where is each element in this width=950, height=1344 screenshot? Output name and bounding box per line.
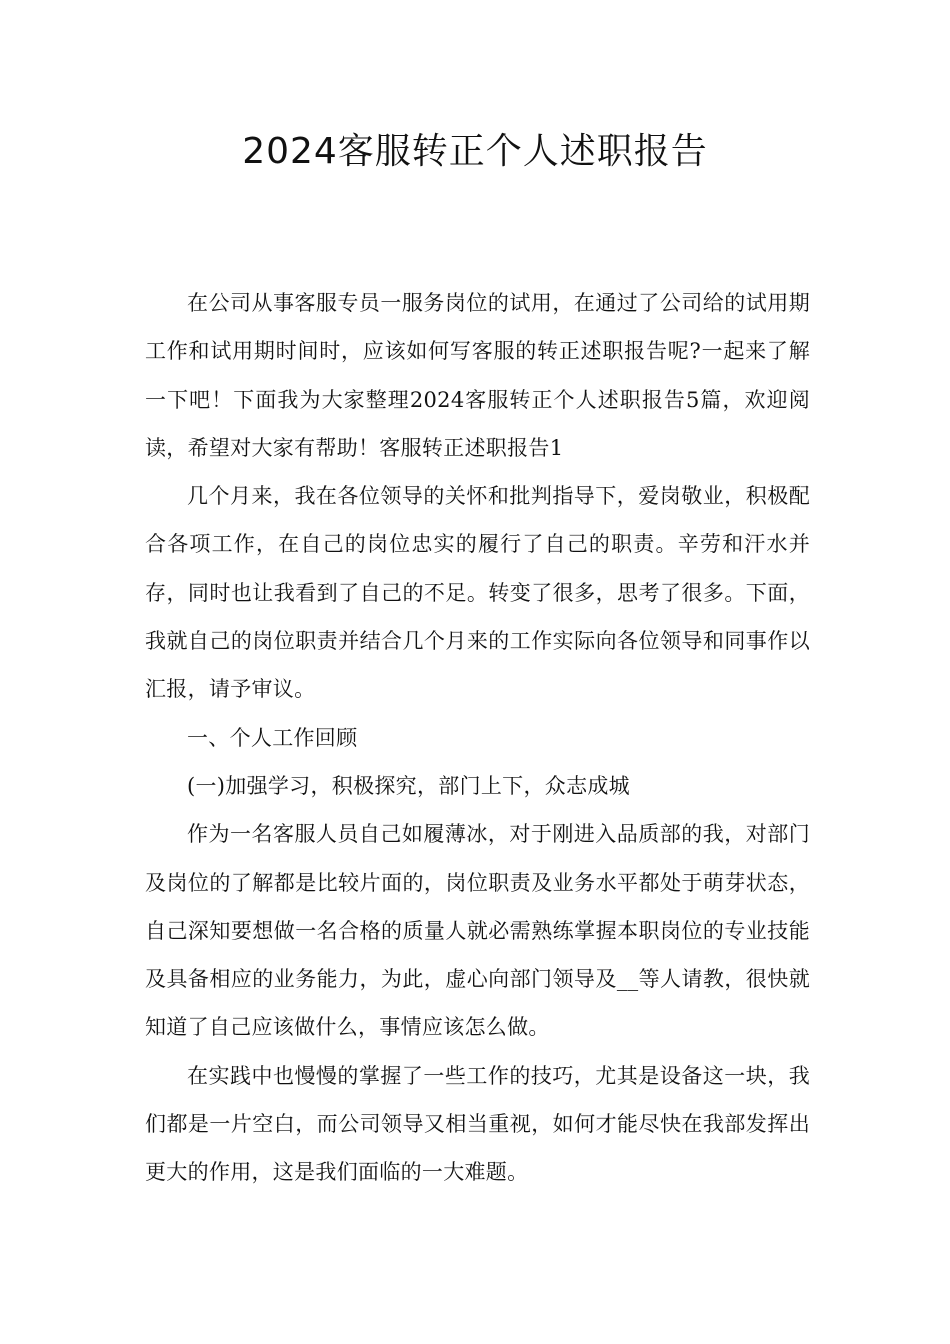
paragraph-intro: 在公司从事客服专员一服务岗位的试用，在通过了公司给的试用期工作和试用期时间时，应该如何写客服的转正述职报告呢?一起来了解一下吧！下面我为大家整理2024客服转正个人述职报告5篇，欢迎阅读，希望对大家有帮助！客服转正述职报告1	[145, 291, 810, 460]
subsection-heading: (一)加强学习，积极探究，部门上下，众志成城	[187, 773, 630, 798]
paragraph-learning: 作为一名客服人员自己如履薄冰，对于刚进入品质部的我，对部门及岗位的了解都是比较片面的，岗位职责及业务水平都处于萌芽状态，自己深知要想做一名合格的质量人就必需熟练掌握本职岗位的专业技能及具备相应的业务能力，为此，虚心向部门领导及__等人请教，很快就知道了自己应该做什么，事情应该怎么做。	[145, 822, 810, 1040]
paragraph-practice: 在实践中也慢慢的掌握了一些工作的技巧，尤其是设备这一块，我们都是一片空白，而公司领导又相当重视，如何才能尽快在我部发挥出更大的作用，这是我们面临的一大难题。	[145, 1063, 810, 1185]
document-title: 2024客服转正个人述职报告	[242, 131, 708, 172]
section-heading: 一、个人工作回顾	[187, 725, 358, 750]
document-body	[145, 279, 810, 1197]
paragraph-opening: 几个月来，我在各位领导的关怀和批判指导下，爱岗敬业，积极配合各项工作，在自己的岗位忠实的履行了自己的职责。辛劳和汗水并存，同时也让我看到了自己的不足。转变了很多，思考了很多。下面，我就自己的岗位职责并结合几个月来的工作实际向各位领导和同事作以汇报，请予审议。	[145, 484, 810, 702]
